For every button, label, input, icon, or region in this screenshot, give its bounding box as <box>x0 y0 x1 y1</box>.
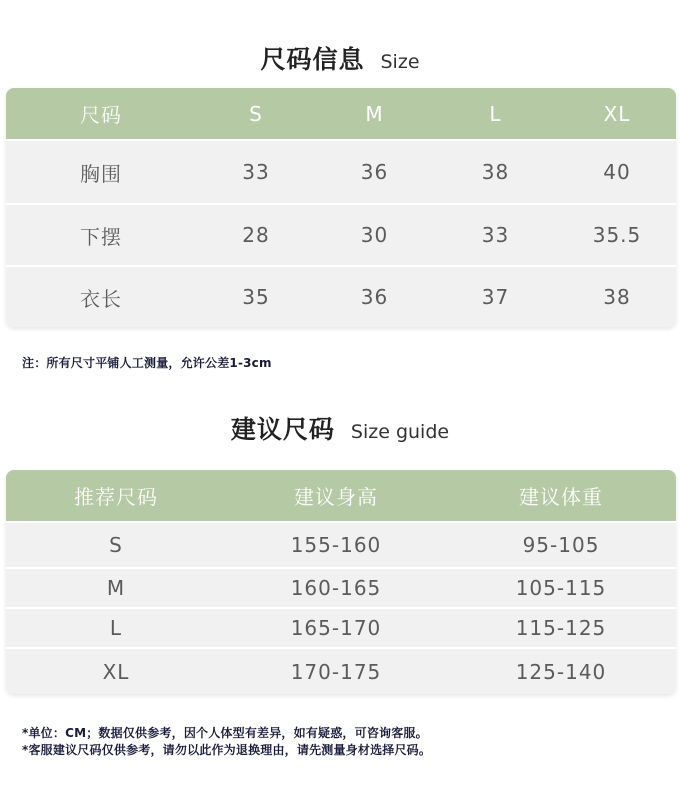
guide-table-header <box>6 470 676 521</box>
size-guide-table <box>6 470 676 694</box>
measurement-note: 注：所有尺寸平铺人工测量，允许公差1-3cm <box>22 356 272 370</box>
table-cell: 38 <box>603 285 631 309</box>
row-label: S <box>109 533 123 557</box>
table-row <box>6 203 676 265</box>
size-table-header <box>6 88 676 139</box>
return-policy-note: *客服建议尺码仅供参考，请勿以此作为退换理由，请先测量身材选择尺码。 <box>22 743 432 757</box>
table-cell: 170-175 <box>290 659 382 684</box>
size-table <box>6 88 676 327</box>
header-cell: 尺码 <box>80 103 122 127</box>
table-row <box>6 607 676 647</box>
header-cell: 推荐尺码 <box>74 485 158 509</box>
row-label: 下摆 <box>80 224 122 249</box>
table-cell: 115-125 <box>515 616 607 640</box>
size-guide-title-cn: 建议尺码 <box>230 415 335 444</box>
header-cell: 建议身高 <box>294 485 378 509</box>
table-cell: 160-165 <box>290 576 382 600</box>
table-cell: 33 <box>242 160 270 184</box>
table-cell: 30 <box>360 223 389 247</box>
size-info-title <box>0 40 680 76</box>
header-cell: S <box>249 101 263 126</box>
table-cell: 28 <box>242 223 270 247</box>
table-cell: 36 <box>360 285 389 309</box>
size-guide-title-en: Size guide <box>350 421 450 443</box>
table-cell: 165-170 <box>290 616 382 640</box>
table-cell: 40 <box>603 160 631 184</box>
size-info-title-en: Size <box>380 51 420 73</box>
table-row <box>6 139 676 203</box>
table-cell: 33 <box>481 223 510 247</box>
table-row <box>6 647 676 694</box>
table-cell: 38 <box>481 160 510 184</box>
table-cell: 125-140 <box>515 659 607 684</box>
table-cell: 95-105 <box>522 533 600 557</box>
table-row <box>6 521 676 567</box>
row-label: XL <box>102 659 130 684</box>
size-guide-title <box>0 410 680 446</box>
header-cell: 建议体重 <box>519 485 603 509</box>
header-cell: L <box>489 101 502 126</box>
header-cell: XL <box>603 101 631 126</box>
table-row <box>6 567 676 607</box>
row-label: 胸围 <box>80 161 122 186</box>
row-label: M <box>106 576 126 600</box>
size-info-title-cn: 尺码信息 <box>260 45 365 74</box>
row-label: L <box>109 616 123 640</box>
row-label: 衣长 <box>80 286 122 311</box>
table-cell: 35 <box>242 285 270 309</box>
table-cell: 155-160 <box>290 533 382 557</box>
table-row <box>6 265 676 327</box>
header-cell: M <box>365 101 384 126</box>
table-cell: 105-115 <box>515 576 607 600</box>
table-cell: 37 <box>481 285 510 309</box>
unit-note: *单位：CM；数据仅供参考，因个人体型有差异，如有疑惑，可咨询客服。 <box>22 726 428 740</box>
table-cell: 36 <box>360 160 389 184</box>
table-cell: 35.5 <box>592 223 642 247</box>
